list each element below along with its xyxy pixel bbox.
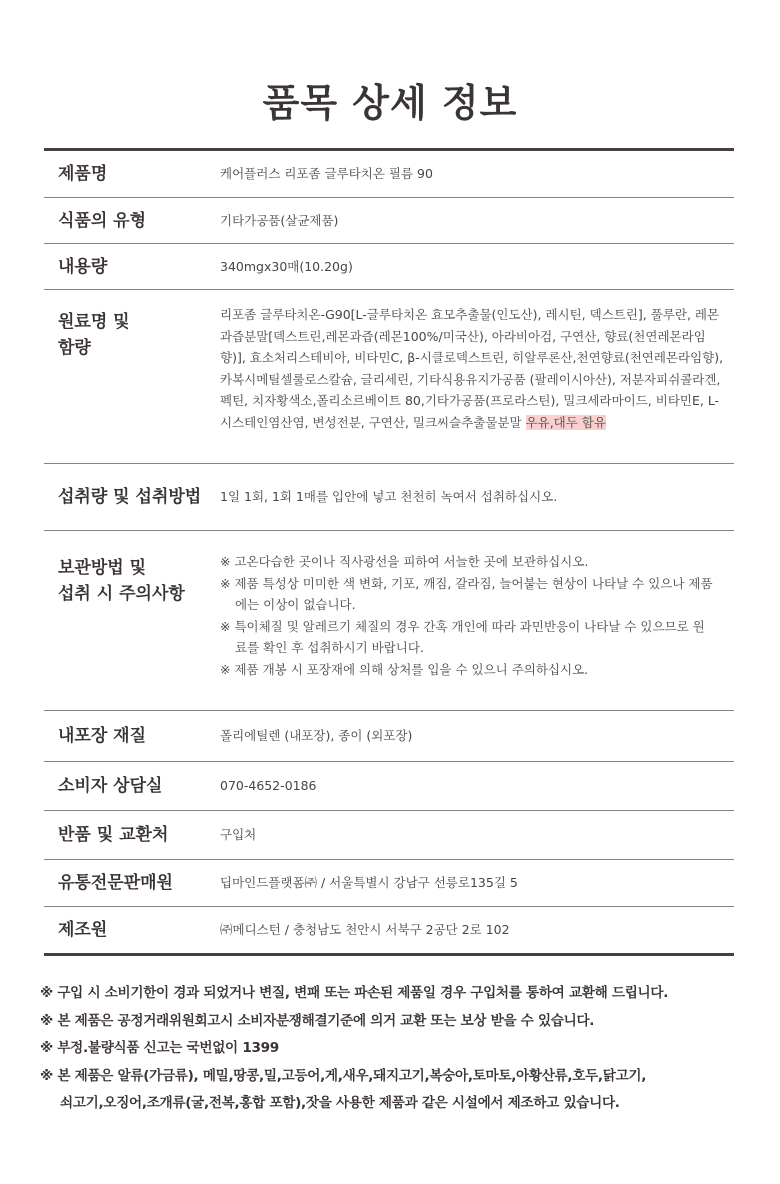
row-product-name — [44, 151, 734, 198]
value-packaging: 폴리에틸렌 (내포장), 종이 (외포장) — [220, 728, 413, 744]
footer-notice: ※ 부정.불량식품 신고는 국번없이 1399 — [40, 1040, 279, 1056]
label-consumer-center: 소비자 상담실 — [58, 776, 163, 796]
label-product-name: 제품명 — [58, 164, 108, 184]
row-content — [44, 244, 734, 290]
footer-notice: ※ 본 제품은 알류(가금류), 메밀,땅콩,밀,고등어,게,새우,돼지고기,복숭아,토마토,아황산류,호두,닭고기, — [40, 1067, 647, 1084]
label-ingredients-line2: 함량 — [58, 338, 91, 358]
storage-note: ※ 제품 특성상 미미한 색 변화, 기포, 깨짐, 갈라짐, 늘어붙는 현상이 나타날 수 있으나 제품에는 이상이 없습니다. — [220, 575, 713, 612]
label-packaging: 내포장 재질 — [58, 726, 147, 746]
label-distributor: 유통전문판매원 — [58, 873, 173, 893]
value-food-type: 기타가공품(살균제품) — [220, 212, 339, 228]
label-returns: 반품 및 교환처 — [58, 825, 169, 845]
row-storage — [44, 531, 734, 711]
product-info-table — [44, 148, 734, 956]
label-storage-line1: 보관방법 및 — [58, 558, 147, 578]
value-distributor: 딥마인드플랫폼㈜ / 서울특별시 강남구 선릉로135길 5 — [220, 875, 518, 891]
label-intake: 섭취량 및 섭취방법 — [58, 487, 202, 507]
storage-note: ※ 특이체질 및 알레르기 체질의 경우 간혹 개인에 따라 과민반응이 나타날 수 있으므로 원료를 확인 후 섭취하시기 바랍니다. — [220, 618, 705, 655]
value-intake: 1일 1회, 1회 1매를 입안에 넣고 천천히 녹여서 섭취하십시오. — [220, 489, 558, 505]
value-consumer-center: 070-4652-0186 — [220, 778, 317, 794]
footer-notice: ※ 본 제품은 공정거래위원회고시 소비자분쟁해결기준에 의거 교환 또는 보상 받을 수 있습니다. — [40, 1012, 595, 1029]
row-ingredients — [44, 290, 734, 464]
value-ingredients — [209, 290, 734, 463]
value-content: 340mgx30매(10.20g) — [220, 258, 353, 274]
row-distributor — [44, 860, 734, 907]
label-storage-line2: 섭취 시 주의사항 — [58, 584, 185, 604]
label-food-type: 식품의 유형 — [58, 210, 147, 231]
row-food-type — [44, 198, 734, 244]
storage-notes — [220, 551, 714, 680]
row-returns — [44, 811, 734, 860]
row-packaging — [44, 711, 734, 762]
label-ingredients — [44, 290, 209, 463]
label-content: 내용량 — [58, 256, 108, 277]
row-consumer-center — [44, 762, 734, 811]
row-manufacturer — [44, 907, 734, 953]
footer-notice-continued: 쇠고기,오징어,조개류(굴,전복,홍합 포함),잣을 사용한 제품과 같은 시설에서 제조하고 있습니다. — [60, 1095, 620, 1111]
label-manufacturer: 제조원 — [58, 920, 108, 940]
footer-notice: ※ 구입 시 소비기한이 경과 되었거나 변질, 변패 또는 파손된 제품일 경우 구입처를 통하여 교환해 드립니다. — [40, 985, 669, 1001]
label-ingredients-line1: 원료명 및 — [58, 312, 130, 332]
storage-note: ※ 고온다습한 곳이나 직사광선을 피하여 서늘한 곳에 보관하십시오. — [220, 554, 589, 569]
allergen-highlight: 우유,대두 함유 — [525, 414, 606, 430]
value-storage — [209, 531, 734, 710]
row-intake — [44, 464, 734, 531]
value-product-name: 케어플러스 리포좀 글루타치온 필름 90 — [220, 166, 433, 182]
value-manufacturer: ㈜메디스턴 / 충청남도 천안시 서북구 2공단 2로 102 — [220, 922, 510, 938]
page-title: 품목 상세 정보 — [262, 81, 518, 125]
footer-notices — [40, 980, 760, 1118]
value-returns: 구입처 — [220, 827, 257, 843]
label-storage — [44, 531, 209, 710]
storage-note: ※ 제품 개봉 시 포장재에 의해 상처를 입을 수 있으니 주의하십시오. — [220, 661, 589, 677]
ingredients-text: 리포좀 글루타치온-G90[L-글루타치온 효모추출물(인도산), 레시틴, 덱스트린], 풀루란, 레몬과즙분말[덱스트린,레몬과즙(레몬100%/미국산), 아라비아검, 구연산, 향료(천연레몬라임향)], 효소처리스테비아, 비타민C, β-시클로덱스트린, 히알루론산,천연향료(천연레몬라임향), 카복시메틸셀룰로스칼슘, 글리세린, 기타식용유지가공품 (팔레이시아산), 저분자피쉬콜라겐, 펙틴, 치자황색소,폴리소르베이트 80,기타가공품(프로라스틴), 밀크세라마이드, 비타민E, L-시스테인염산염, 변성전분, 구연산, 밀크씨슬추출물분말 — [220, 307, 724, 430]
